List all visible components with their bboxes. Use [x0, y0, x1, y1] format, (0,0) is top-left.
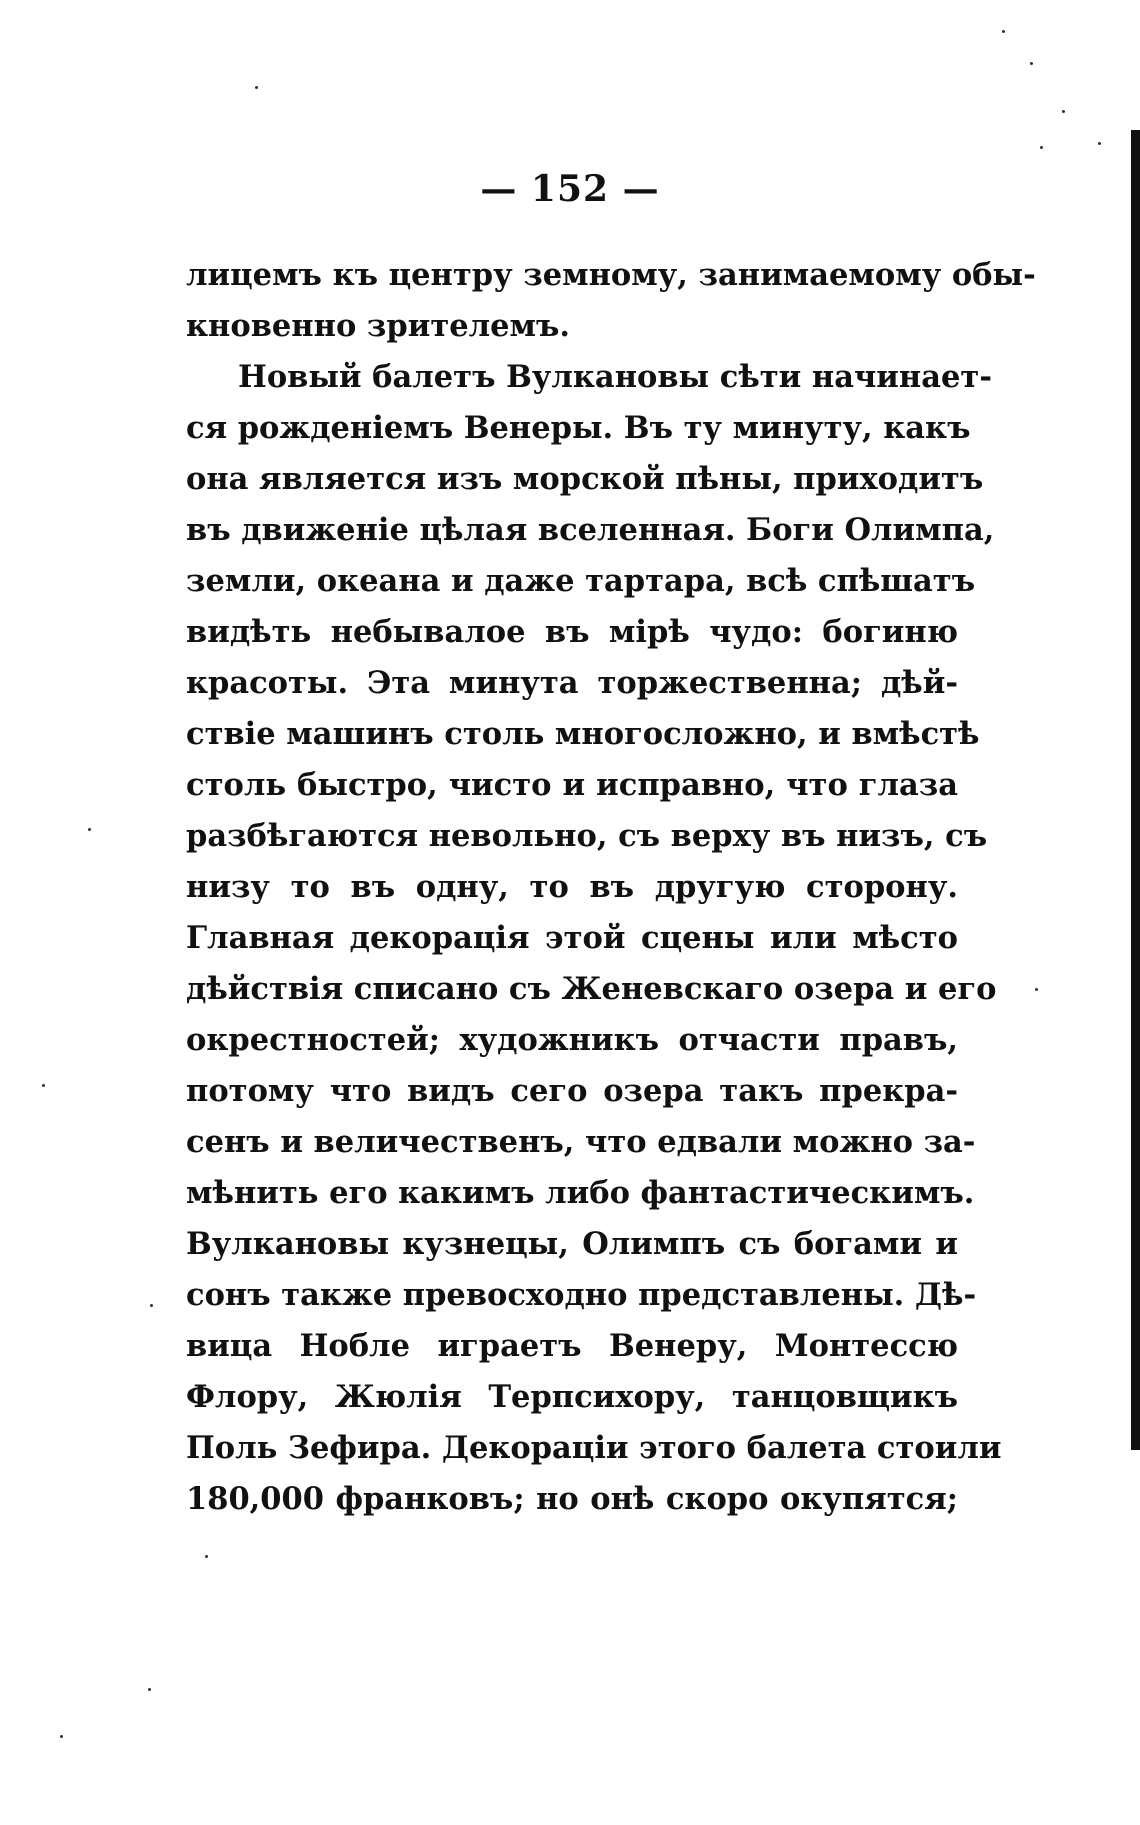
text-line: мѣнить его какимъ либо фантастическимъ.	[186, 1175, 975, 1211]
text-line: Вулкановы кузнецы, Олимпъ съ богами и	[186, 1226, 958, 1262]
text-line: лицемъ къ центру земному, занимаемому обы-	[186, 257, 1036, 293]
scan-speck	[88, 828, 91, 831]
text-line: 180,000 франковъ; но онѣ скоро окупятся;	[186, 1481, 958, 1517]
scan-speck	[1030, 62, 1033, 65]
scan-speck	[42, 1084, 45, 1087]
text-line: красоты. Эта минута торжественна; дѣй-	[186, 665, 958, 701]
scan-speck	[1040, 146, 1043, 149]
scan-speck	[1098, 142, 1101, 145]
text-line: сонъ также превосходно представлены. Дѣ-	[186, 1277, 977, 1313]
text-line: Поль Зефира. Декораціи этого балета стоили	[186, 1430, 1002, 1466]
body-text	[186, 250, 1036, 1525]
text-line: окрестностей; художникъ отчасти правъ,	[186, 1022, 958, 1058]
text-line: сенъ и величественъ, что едвали можно за-	[186, 1124, 976, 1160]
text-line: столь быстро, чисто и исправно, что глаза	[186, 767, 958, 803]
scan-speck	[60, 1735, 63, 1738]
page-edge-shadow	[1131, 130, 1140, 1450]
text-line: ся рожденіемъ Венеры. Въ ту минуту, какъ	[186, 410, 971, 446]
text-line: Главная декорація этой сцены или мѣсто	[186, 920, 958, 956]
scan-speck	[1002, 30, 1005, 33]
text-line: разбѣгаются невольно, съ верху въ низъ, съ	[186, 818, 988, 854]
scan-speck	[1062, 110, 1065, 113]
scan-speck	[205, 1555, 208, 1558]
text-line: низу то въ одну, то въ другую сторону.	[186, 869, 958, 905]
text-line: земли, океана и даже тартара, всѣ спѣшатъ	[186, 563, 976, 599]
text-line: потому что видъ сего озера такъ прекра-	[186, 1073, 958, 1109]
text-line: въ движеніе цѣлая вселенная. Боги Олимпа,	[186, 512, 995, 548]
text-line: видѣть небывалое въ мірѣ чудо: богиню	[186, 614, 958, 650]
text-line: кновенно зрителемъ.	[186, 308, 571, 344]
text-line: Новый балетъ Вулкановы сѣти начинает-	[238, 359, 992, 395]
scan-speck	[148, 1688, 151, 1691]
text-line: ствіе машинъ столь многосложно, и вмѣстѣ	[186, 716, 980, 752]
text-line: она является изъ морской пѣны, приходитъ	[186, 461, 984, 497]
text-line: вица Нобле играетъ Венеру, Монтессю	[186, 1328, 958, 1364]
scan-speck	[1035, 988, 1038, 991]
scan-speck	[255, 86, 258, 89]
text-line: Флору, Жюлія Терпсихору, танцовщикъ	[186, 1379, 958, 1415]
text-line: дѣйствія списано съ Женевскаго озера и его	[186, 971, 997, 1007]
scan-speck	[150, 1304, 153, 1307]
page-number: — 152 —	[480, 168, 660, 210]
